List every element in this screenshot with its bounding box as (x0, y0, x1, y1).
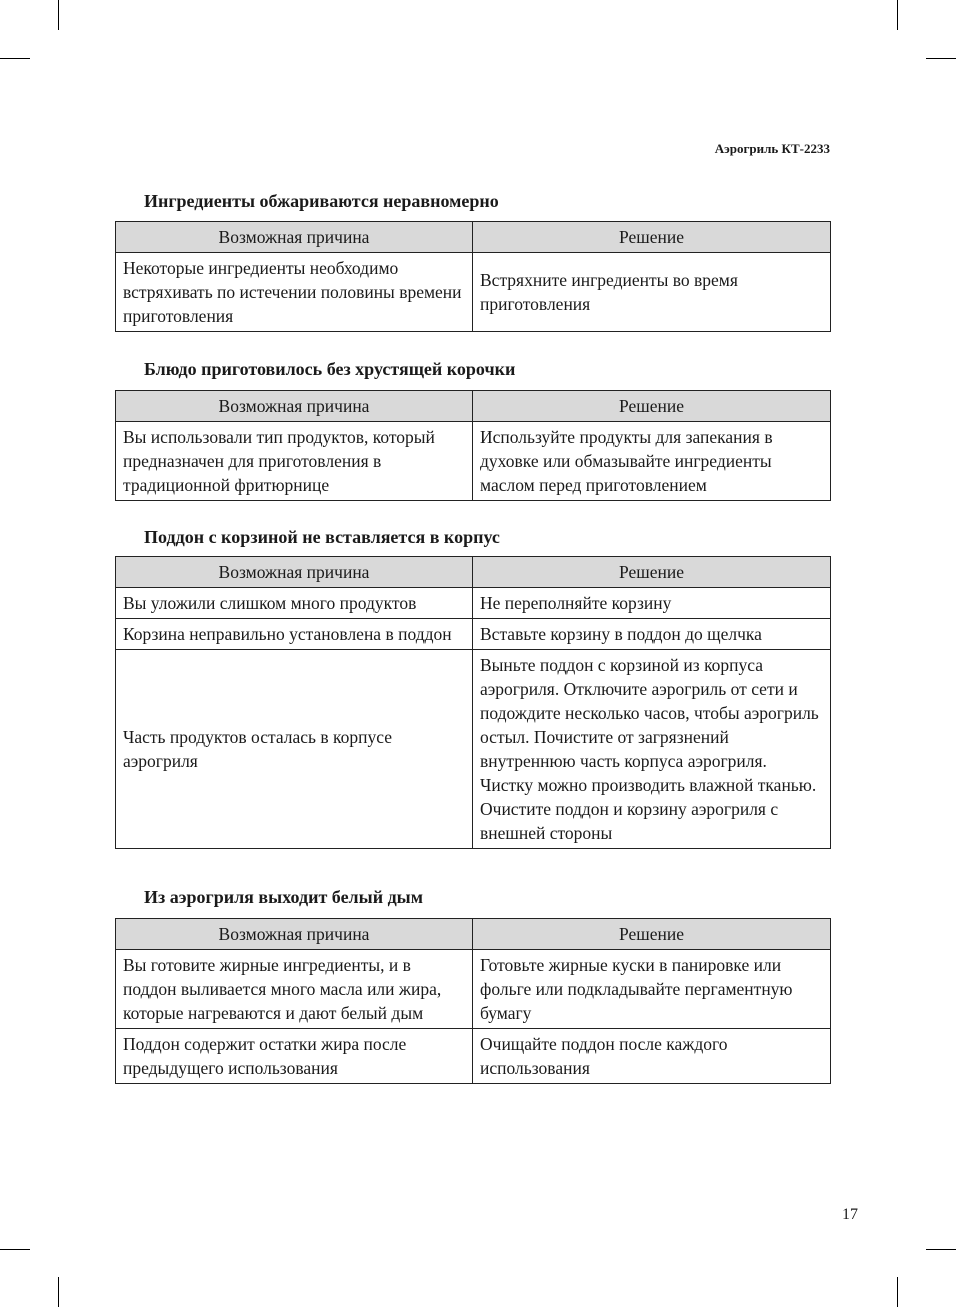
solution-cell: Очищайте поддон после каждого использования (473, 1029, 831, 1084)
table-row (116, 588, 831, 619)
cause-cell: Некоторые ингредиенты необходимо встряхивать по истечении половины времени приготовления (116, 253, 473, 332)
section-title: Из аэрогриля выходит белый дым (144, 887, 423, 907)
troubleshooting-table (115, 221, 831, 332)
cause-cell: Часть продуктов осталась в корпусе аэрогриля (116, 650, 473, 849)
crop-mark (897, 1277, 898, 1307)
table-row (116, 253, 831, 332)
table-row (116, 1029, 831, 1084)
solution-cell: Не переполняйте корзину (473, 588, 831, 619)
document-header-title: Аэрогриль КТ-2233 (714, 141, 830, 156)
table-row (116, 950, 831, 1029)
troubleshooting-section (115, 526, 830, 849)
table-row (116, 619, 831, 650)
cause-cell: Вы использовали тип продуктов, который предназначен для приготовления в традиционной фритюрнице (116, 422, 473, 501)
section-title: Поддон с корзиной не вставляется в корпус (144, 527, 500, 547)
crop-mark (897, 0, 898, 30)
solution-cell: Выньте поддон с корзиной из корпуса аэрогриля. Отключите аэрогриль от сети и подождите несколько часов, чтобы аэрогриль остыл. Почистите от загрязнений внутреннюю часть корпуса аэрогриля. Чистку можно производить влажной тканью. Очистите поддон и корзину аэрогриля с внешней стороны (473, 650, 831, 849)
table-row (116, 422, 831, 501)
column-header-solution: Решение (473, 557, 831, 588)
crop-mark (58, 1277, 59, 1307)
page-number: 17 (842, 1206, 858, 1223)
solution-cell: Вставьте корзину в поддон до щелчка (473, 619, 831, 650)
cause-cell: Вы уложили слишком много продуктов (116, 588, 473, 619)
crop-mark (58, 0, 59, 30)
column-header-cause: Возможная причина (116, 919, 473, 950)
cause-cell: Поддон содержит остатки жира после предыдущего использования (116, 1029, 473, 1084)
section-title: Ингредиенты обжариваются неравномерно (144, 191, 499, 211)
troubleshooting-table (115, 390, 831, 501)
troubleshooting-table (115, 918, 831, 1084)
solution-cell: Используйте продукты для запекания в духовке или обмазывайте ингредиенты маслом перед приготовлением (473, 422, 831, 501)
cause-cell: Вы готовите жирные ингредиенты, и в поддон выливается много масла или жира, которые нагреваются и дают белый дым (116, 950, 473, 1029)
troubleshooting-section (115, 190, 830, 332)
crop-mark (0, 1249, 30, 1250)
column-header-solution: Решение (473, 919, 831, 950)
table-row (116, 650, 831, 849)
column-header-solution: Решение (473, 222, 831, 253)
cause-cell: Корзина неправильно установлена в поддон (116, 619, 473, 650)
section-title: Блюдо приготовилось без хрустящей корочки (144, 359, 516, 379)
troubleshooting-section (115, 886, 830, 1084)
crop-mark (926, 1249, 956, 1250)
troubleshooting-section (115, 358, 830, 501)
crop-mark (926, 58, 956, 59)
crop-mark (0, 58, 30, 59)
column-header-cause: Возможная причина (116, 557, 473, 588)
column-header-solution: Решение (473, 391, 831, 422)
column-header-cause: Возможная причина (116, 222, 473, 253)
troubleshooting-table (115, 556, 831, 849)
solution-cell: Готовьте жирные куски в панировке или фольге или подкладывайте пергаментную бумагу (473, 950, 831, 1029)
solution-cell: Встряхните ингредиенты во время приготовления (473, 253, 831, 332)
column-header-cause: Возможная причина (116, 391, 473, 422)
